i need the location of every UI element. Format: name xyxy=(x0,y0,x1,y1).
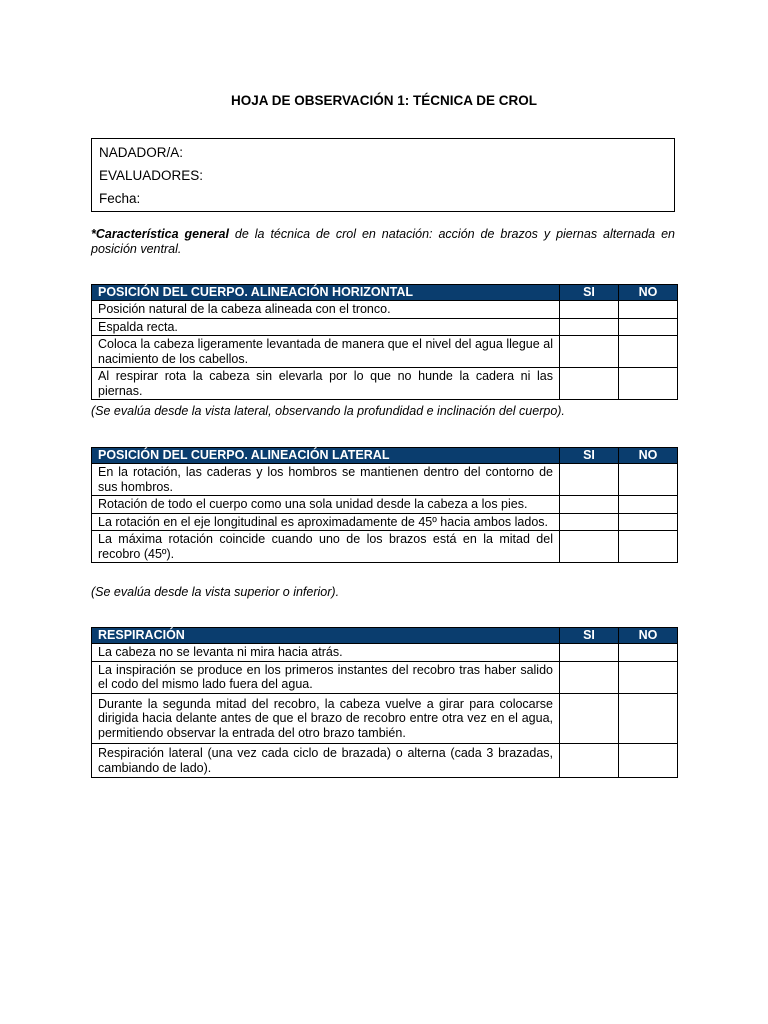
table-row xyxy=(92,644,678,662)
no-checkbox[interactable] xyxy=(619,496,678,514)
table-row xyxy=(92,336,678,368)
no-checkbox[interactable] xyxy=(619,693,678,744)
no-checkbox[interactable] xyxy=(619,301,678,319)
page-title: HOJA DE OBSERVACIÓN 1: TÉCNICA DE CROL xyxy=(230,93,538,108)
no-header: NO xyxy=(619,285,678,301)
no-header: NO xyxy=(619,448,678,464)
note-emphasis: *Característica general xyxy=(91,227,229,241)
no-checkbox[interactable] xyxy=(619,336,678,368)
table-horizontal-alignment xyxy=(91,284,678,400)
swimmer-field[interactable]: NADADOR/A: xyxy=(99,145,184,160)
si-checkbox[interactable] xyxy=(560,531,619,563)
criterion-text: Rotación de todo el cuerpo como una sola unidad desde la cabeza a los pies. xyxy=(92,496,560,514)
no-checkbox[interactable] xyxy=(619,318,678,336)
criterion-text: Posición natural de la cabeza alineada con el tronco. xyxy=(92,301,560,319)
si-header: SI xyxy=(560,448,619,464)
table-row xyxy=(92,513,678,531)
info-box xyxy=(91,138,675,212)
criterion-text: Respiración lateral (una vez cada ciclo de brazada) o alterna (cada 3 brazadas, cambiando de lado). xyxy=(92,744,560,778)
si-checkbox[interactable] xyxy=(560,744,619,778)
si-checkbox[interactable] xyxy=(560,644,619,662)
si-checkbox[interactable] xyxy=(560,513,619,531)
si-checkbox[interactable] xyxy=(560,661,619,693)
table-row xyxy=(92,531,678,563)
si-checkbox[interactable] xyxy=(560,336,619,368)
criterion-text: Durante la segunda mitad del recobro, la cabeza vuelve a girar para colocarse dirigida hacia delante antes de que el brazo de recobro entre otra vez en el agua, permitiendo observar la entrada del otro brazo también. xyxy=(92,693,560,744)
section-heading: RESPIRACIÓN xyxy=(92,628,560,644)
si-checkbox[interactable] xyxy=(560,496,619,514)
no-checkbox[interactable] xyxy=(619,464,678,496)
no-checkbox[interactable] xyxy=(619,513,678,531)
no-checkbox[interactable] xyxy=(619,531,678,563)
table-row xyxy=(92,301,678,319)
note-text: de la técnica de crol en natación: acción de brazos y piernas alternada en posición ventral. xyxy=(91,227,675,256)
section-caption: (Se evalúa desde la vista superior o inferior). xyxy=(91,585,340,599)
general-note xyxy=(91,227,675,257)
no-checkbox[interactable] xyxy=(619,661,678,693)
si-checkbox[interactable] xyxy=(560,301,619,319)
table-lateral-alignment xyxy=(91,447,678,563)
si-checkbox[interactable] xyxy=(560,368,619,400)
table-row xyxy=(92,744,678,778)
criterion-text: Coloca la cabeza ligeramente levantada de manera que el nivel del agua llegue al nacimiento de los cabellos. xyxy=(92,336,560,368)
criterion-text: Al respirar rota la cabeza sin elevarla por lo que no hunde la cadera ni las piernas. xyxy=(92,368,560,400)
table-row xyxy=(92,368,678,400)
section-heading: POSICIÓN DEL CUERPO. ALINEACIÓN LATERAL xyxy=(92,448,560,464)
table-row xyxy=(92,464,678,496)
si-header: SI xyxy=(560,628,619,644)
table-row xyxy=(92,661,678,693)
table-breathing xyxy=(91,627,678,778)
si-checkbox[interactable] xyxy=(560,318,619,336)
si-checkbox[interactable] xyxy=(560,693,619,744)
criterion-text: En la rotación, las caderas y los hombros se mantienen dentro del contorno de sus hombros. xyxy=(92,464,560,496)
si-header: SI xyxy=(560,285,619,301)
criterion-text: Espalda recta. xyxy=(92,318,560,336)
criterion-text: La rotación en el eje longitudinal es aproximadamente de 45º hacia ambos lados. xyxy=(92,513,560,531)
si-checkbox[interactable] xyxy=(560,464,619,496)
no-checkbox[interactable] xyxy=(619,368,678,400)
date-field[interactable]: Fecha: xyxy=(99,191,141,206)
section-heading: POSICIÓN DEL CUERPO. ALINEACIÓN HORIZONTAL xyxy=(92,285,560,301)
table-row xyxy=(92,318,678,336)
section-caption: (Se evalúa desde la vista lateral, observando la profundidad e inclinación del cuerpo). xyxy=(91,404,565,418)
criterion-text: La inspiración se produce en los primeros instantes del recobro tras haber salido el codo del mismo lado fuera del agua. xyxy=(92,661,560,693)
criterion-text: La máxima rotación coincide cuando uno de los brazos está en la mitad del recobro (45º). xyxy=(92,531,560,563)
no-checkbox[interactable] xyxy=(619,644,678,662)
table-row xyxy=(92,496,678,514)
no-checkbox[interactable] xyxy=(619,744,678,778)
no-header: NO xyxy=(619,628,678,644)
evaluators-field[interactable]: EVALUADORES: xyxy=(99,168,204,183)
criterion-text: La cabeza no se levanta ni mira hacia atrás. xyxy=(92,644,560,662)
table-row xyxy=(92,693,678,744)
